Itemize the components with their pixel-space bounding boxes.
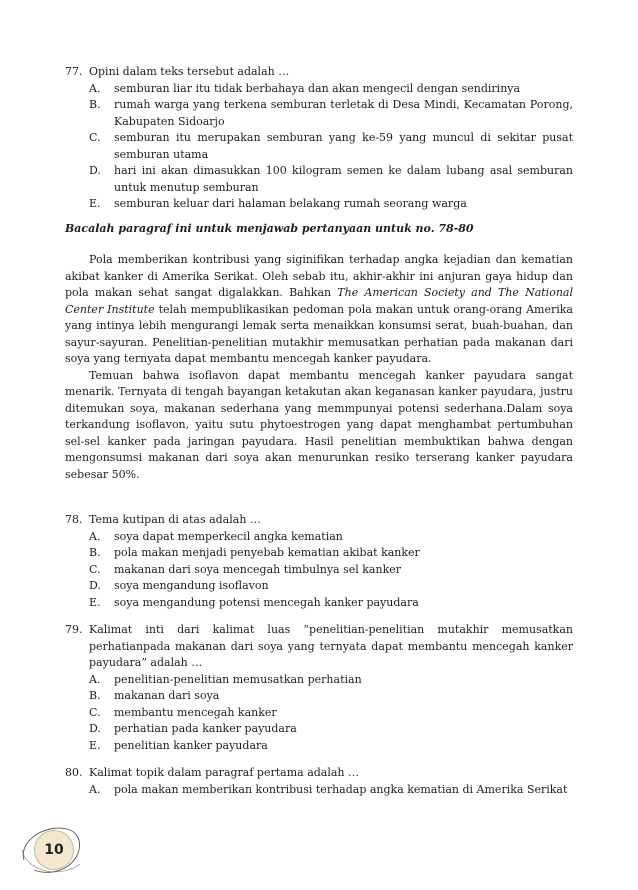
option-letter: A. (89, 81, 101, 95)
option-letter: D. (89, 579, 101, 592)
passage-paragraph-2: Temuan bahwa isoflavon dapat membantu mencegah kanker payudara sangat menarik. Ternyata di tengah bayangan ketakutan akan keganasan kanker payudara, justru ditemukan soya, makanan sederhana yang memmpunyai potensi sederhana.Dalam soya terkandung isoflavon, yaitu sutu phytoestrogen yang dapat menghambat pertumbuhan sel-sel kanker pada jaringan payudara. Hasil penelitian membuktikan bahwa dengan mengonsumsi makanan dari soya akan menurunkan resiko terserang kanker payudara sebesar 50%. (65, 368, 573, 481)
question-80 (65, 765, 573, 782)
option-text: hari ini akan dimasukkan 100 kilogram semen ke dalam lubang asal semburan untuk menutup semburan (114, 164, 573, 194)
passage-text: Pola memberikan kontribusi yang siginifikan terhadap angka kejadian dan kematian akibat kanker di Amerika Serikat. Oleh sebab itu, akhir-akhir ini anjuran gaya hidup dan pola makan sehat sangat digalakkan. Bahkan (65, 253, 573, 299)
option-letter: E. (89, 595, 101, 609)
question-stem: Kalimat topik dalam paragraf pertama adalah … (89, 766, 360, 779)
page-number-badge (18, 820, 88, 880)
option-letter: B. (89, 689, 101, 702)
option-a (65, 81, 573, 98)
option-c (65, 130, 573, 163)
option-d (65, 721, 573, 738)
option-d (65, 578, 573, 595)
option-letter: D. (89, 722, 101, 735)
question-stem: Tema kutipan di atas adalah … (89, 513, 261, 526)
option-text: soya mengandung isoflavon (114, 579, 269, 592)
option-letter: A. (89, 672, 101, 686)
option-letter: E. (89, 738, 101, 752)
option-letter: C. (89, 562, 101, 576)
option-letter: A. (89, 782, 101, 796)
page-number: 10 (34, 830, 74, 870)
organization-name: The American Society and The National Center Institute (65, 286, 573, 316)
question-number: 80. (65, 766, 83, 779)
option-c (65, 705, 573, 722)
option-letter: D. (89, 164, 101, 177)
option-c (65, 562, 573, 579)
passage-text: telah mempublikasikan pedoman pola makan untuk orang-orang Amerika yang intinya lebih mengurangi lemak serta menaikkan konsumsi serat, buah-buahan, dan sayur-sayuran. Penelitian-penelitian mutakhir memusatkan perhatian pada makanan dari soya yang ternyata dapat membantu mencegah kanker payudara. (65, 302, 573, 365)
option-text: perhatian pada kanker payudara (114, 722, 297, 735)
option-e (65, 738, 573, 755)
option-e (65, 595, 573, 612)
question-number: 79. (65, 623, 83, 636)
option-b (65, 688, 573, 705)
option-a (65, 672, 573, 689)
option-text: membantu mencegah kanker (114, 705, 277, 719)
option-text: semburan liar itu tidak berbahaya dan akan mengecil dengan sendirinya (114, 81, 521, 95)
option-e (65, 196, 573, 213)
question-number: 78. (65, 513, 83, 526)
option-d (65, 163, 573, 196)
option-text: rumah warga yang terkena semburan terletak di Desa Mindi, Kecamatan Porong, Kabupaten Sidoarjo (114, 98, 573, 128)
option-text: pola makan memberikan kontribusi terhadap angka kematian di Amerika Serikat (114, 782, 568, 796)
question-79 (65, 622, 573, 672)
option-a (65, 529, 573, 546)
question-77 (65, 64, 573, 81)
passage-paragraph-1 (65, 252, 573, 368)
option-a (65, 782, 573, 799)
option-text: soya mengandung potensi mencegah kanker payudara (114, 595, 419, 609)
option-text: makanan dari soya mencegah timbulnya sel kanker (114, 562, 401, 576)
option-letter: B. (89, 98, 101, 111)
option-text: semburan itu merupakan semburan yang ke-59 yang muncul di sekitar pusat semburan utama (114, 131, 573, 161)
option-letter: A. (89, 529, 101, 543)
reading-instruction: Bacalah paragraf ini untuk menjawab pertanyaan untuk no. 78-80 (65, 221, 474, 235)
option-text: pola makan menjadi penyebab kematian akibat kanker (114, 546, 420, 559)
option-b (65, 545, 573, 562)
option-letter: C. (89, 705, 101, 719)
option-b (65, 97, 573, 130)
question-stem: Opini dalam teks tersebut adalah … (89, 65, 290, 78)
question-number: 77. (65, 65, 83, 78)
option-letter: C. (89, 131, 101, 144)
question-78 (65, 512, 573, 529)
page-content (65, 64, 573, 798)
option-letter: E. (89, 197, 101, 210)
option-text: makanan dari soya (114, 689, 220, 702)
option-text: semburan keluar dari halaman belakang rumah seorang warga (114, 197, 467, 210)
option-letter: B. (89, 546, 101, 559)
option-text: soya dapat memperkecil angka kematian (114, 529, 343, 543)
option-text: penelitian kanker payudara (114, 738, 268, 752)
option-text: penelitian-penelitian memusatkan perhatian (114, 672, 362, 686)
question-stem: Kalimat inti dari kalimat luas “penelitian-penelitian mutakhir memusatkan perhatianpada makanan dari soya yang ternyata dapat membantu mencegah kanker payudara” adalah … (89, 623, 573, 669)
